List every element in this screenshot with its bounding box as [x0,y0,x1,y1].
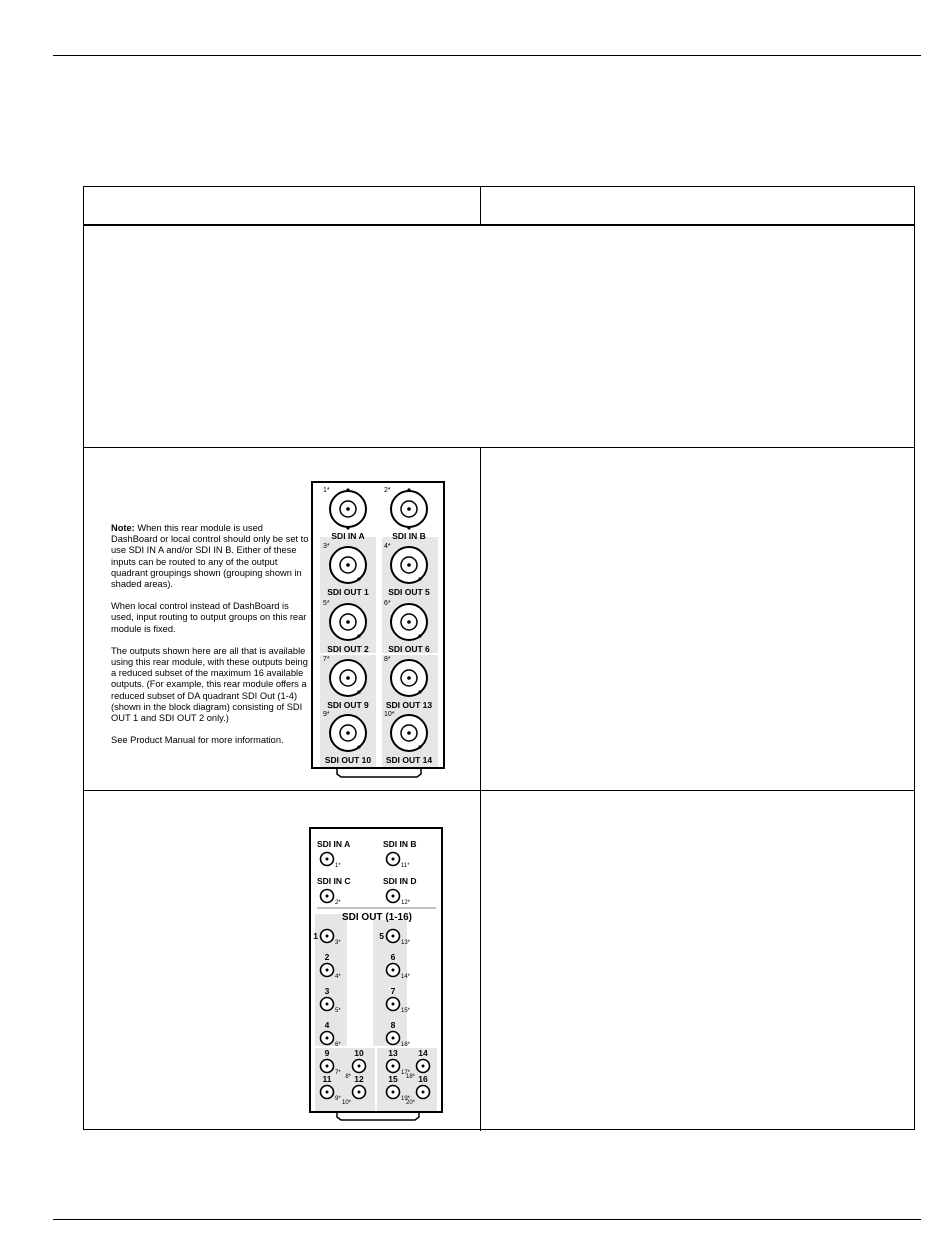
connector-number: 12* [401,900,411,906]
mini-connector [387,853,411,870]
connector-number: 8* [345,1074,351,1080]
input-label: SDI IN C [317,876,351,886]
connector-label: 15 [388,1074,398,1084]
mini-connector-pin [326,1003,329,1006]
bnc-connector-pin [346,563,350,567]
header-rule [53,55,921,56]
footer-rule [53,1219,921,1220]
connector-label: SDI OUT 1 [327,587,369,597]
connector-label: SDI IN B [392,531,426,541]
connector-label: 5 [379,931,384,941]
connector-number: 1* [323,487,330,494]
bnc-connector-pin [407,563,411,567]
mini-connector-pin [358,1091,361,1094]
connector-label: 1 [313,931,318,941]
bnc-connector-tab [346,488,349,491]
mini-connector-pin [422,1091,425,1094]
bnc-connector-tab [357,634,360,637]
bnc-connector-tab [418,745,421,748]
connector-label: 3 [324,986,330,996]
mini-connector-pin [392,935,395,938]
connector-number: 17* [401,1070,411,1076]
mini-connector-pin [422,1065,425,1068]
bnc-connector-tab [407,526,410,529]
connector-number: 5* [335,1008,341,1014]
bnc-connector-pin [346,676,350,680]
input-label: SDI IN A [317,839,351,849]
mini-connector-pin [392,1037,395,1040]
header-divider [84,224,914,226]
bnc-connector-pin [346,620,350,624]
bnc-connector-tab [357,577,360,580]
connector-number: 15* [401,1008,411,1014]
connector-number: 1* [335,863,341,869]
note-text-1: When this rear module is used DashBoard or local control should only be set to use SDI IN A and/or SDI IN B. Either of these inputs can be routed to any of the output quadrant groupings shown (grouping shown in shaded areas). [111,523,309,590]
bnc-connector-tab [357,745,360,748]
connector-label: 6 [390,952,396,962]
column-divider-top [480,187,481,224]
mini-connector-pin [392,1003,395,1006]
mini-connector-pin [326,895,329,898]
bnc-connector-pin [407,620,411,624]
mini-connector-pin [392,895,395,898]
note-paragraph-1 [111,523,311,590]
connector-number: 4* [384,543,391,550]
connector-number: 7* [335,1070,341,1076]
input-label: SDI IN D [383,876,417,886]
mini-connector-pin [392,858,395,861]
connector-label: 14 [418,1048,428,1058]
connector-label: 13 [388,1048,398,1058]
connector-label: 10 [354,1048,364,1058]
note-paragraph-2: When local control instead of DashBoard is used, input routing to output groups on this rear module is fixed. [111,601,307,634]
connector-number: 9* [323,711,330,718]
connector-number: 3* [323,543,330,550]
header-cell-right [481,187,914,224]
connector-number: 2* [335,900,341,906]
connector-label: SDI OUT 10 [324,755,372,765]
mini-connector-pin [326,858,329,861]
connector-number: 4* [335,974,341,980]
connector-number: 2* [384,487,391,494]
column-divider-rows [480,447,481,1131]
connector-number: 6* [335,1042,341,1048]
connector-label: 9 [324,1048,330,1058]
connector-number: 18* [405,1074,415,1080]
connector-number: 3* [335,940,341,946]
bnc-connector-pin [407,731,411,735]
connector-label: 12 [354,1074,364,1084]
connector-number: 9* [335,1096,341,1102]
connector-label: SDI OUT 14 [385,755,433,765]
connector-label: 2 [324,952,330,962]
bnc-connector-pin [346,731,350,735]
mini-connector-pin [326,969,329,972]
input-label: SDI IN B [383,839,417,849]
connector-number: 10* [341,1100,351,1106]
connector-number: 7* [323,656,330,663]
connector-label: 7 [390,986,396,996]
mini-connector-pin [392,969,395,972]
rear-module-note [111,523,311,757]
header-cell-left [84,187,480,224]
row-divider-2 [84,790,914,791]
mini-connector [321,890,342,907]
mini-connector [387,890,411,907]
connector-label: SDI OUT 13 [385,700,433,710]
bnc-connector-tab [418,634,421,637]
outputs-title: SDI OUT (1-16) [341,912,413,923]
connector-label: 4 [324,1020,330,1030]
connector-number: 8* [384,656,391,663]
connector-label: SDI IN A [331,531,365,541]
connector-label: 16 [418,1074,428,1084]
mini-connector-pin [392,1065,395,1068]
note-paragraph-3: The outputs shown here are all that is available using this rear module, with these outputs being a reduced subset of the maximum 16 available outputs. (For example, this rear module offers a reduced subset of DA quadrant SDI Out (1-4) (shown in the block diagram) consisting of SDI OUT 1 and SDI OUT 2 only.) [111,645,308,724]
bnc-connector [384,487,427,541]
bnc-connector [323,487,366,541]
connector-number: 6* [384,600,391,607]
bnc-connector-tab [407,488,410,491]
bnc-connector-pin [346,507,350,511]
mini-connector [321,853,342,870]
bnc-connector-tab [418,577,421,580]
mini-connector-pin [392,1091,395,1094]
connector-number: 14* [401,974,411,980]
mini-connector-pin [358,1065,361,1068]
connector-number: 5* [323,600,330,607]
connector-label: 8 [390,1020,396,1030]
mini-connector-pin [326,1065,329,1068]
connector-number: 11* [401,863,410,869]
connector-label: 11 [322,1074,332,1084]
connector-number: 10* [384,711,395,718]
connector-label: SDI OUT 2 [327,644,369,654]
connector-label: SDI OUT 6 [388,644,430,654]
mini-connector-pin [326,1037,329,1040]
connector-label: SDI OUT 5 [388,587,430,597]
mini-connector-pin [326,1091,329,1094]
connector-label: SDI OUT 9 [327,700,369,710]
mini-connector-pin [326,935,329,938]
connector-number: 13* [401,940,411,946]
note-label: Note: [111,523,135,533]
bnc-connector-pin [407,507,411,511]
connector-number: 20* [405,1100,415,1106]
row-divider-1 [84,447,914,448]
bnc-connector-tab [357,690,360,693]
connector-number: 19* [401,1096,411,1102]
bnc-connector-tab [418,690,421,693]
rear-module-1-diagram [305,480,450,780]
bnc-connector-tab [346,526,349,529]
connector-number: 16* [401,1042,411,1048]
note-paragraph-4: See Product Manual for more information. [111,735,284,746]
rear-module-2-diagram [305,826,450,1126]
bnc-connector-pin [407,676,411,680]
